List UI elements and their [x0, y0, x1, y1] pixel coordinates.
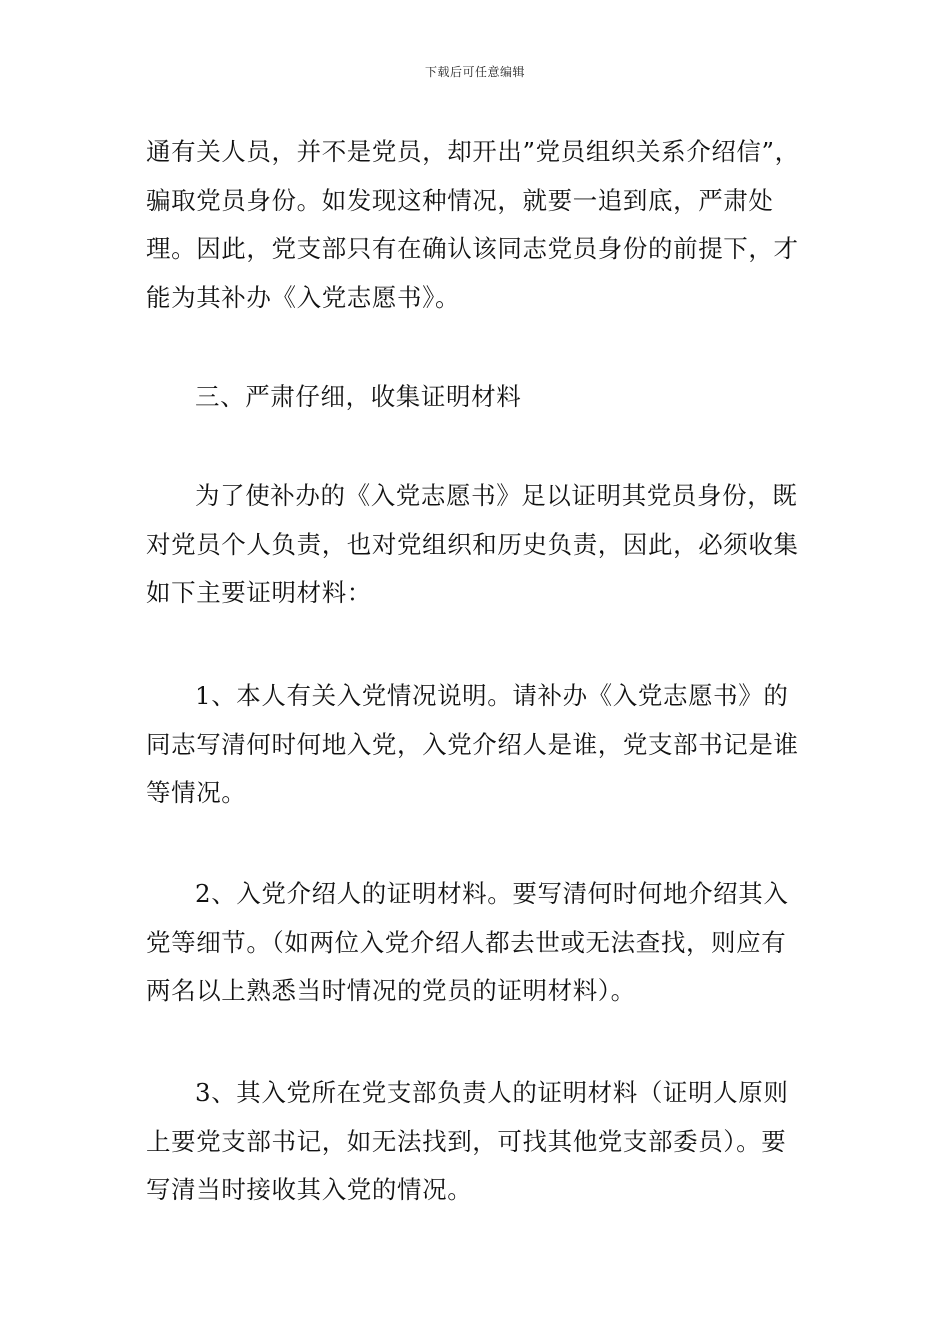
header-note: 下载后可任意编辑 [424, 65, 525, 79]
list-item-1: 1、本人有关入党情况说明。请补办《入党志愿书》的同志写清何时何地入党，入党介绍人是谁，党支部书记是谁等情况。 [146, 681, 799, 807]
section-heading: 三、严肃仔细，收集证明材料 [195, 382, 522, 411]
list-item-3: 3、其入党所在党支部负责人的证明材料（证明人原则上要党支部书记，如无法找到，可找其他党支部委员）。要写清当时接收其入党的情况。 [146, 1078, 789, 1204]
list-item-2: 2、入党介绍人的证明材料。要写清何时何地介绍其入党等细节。（如两位入党介绍人都去世或无法查找，则应有两名以上熟悉当时情况的党员的证明材料）。 [146, 879, 789, 1005]
paragraph-continued: 通有关人员，并不是党员，却开出”党员组织关系介绍信”，骗取党员身份。如发现这种情况，就要一追到底，严肃处理。因此，党支部只有在确认该同志党员身份的前提下，才能为其补办《入党志愿书》。 [146, 137, 800, 312]
paragraph-intro: 为了使补办的《入党志愿书》足以证明其党员身份，既对党员个人负责，也对党组织和历史负责，因此，必须收集如下主要证明材料： [146, 481, 799, 607]
